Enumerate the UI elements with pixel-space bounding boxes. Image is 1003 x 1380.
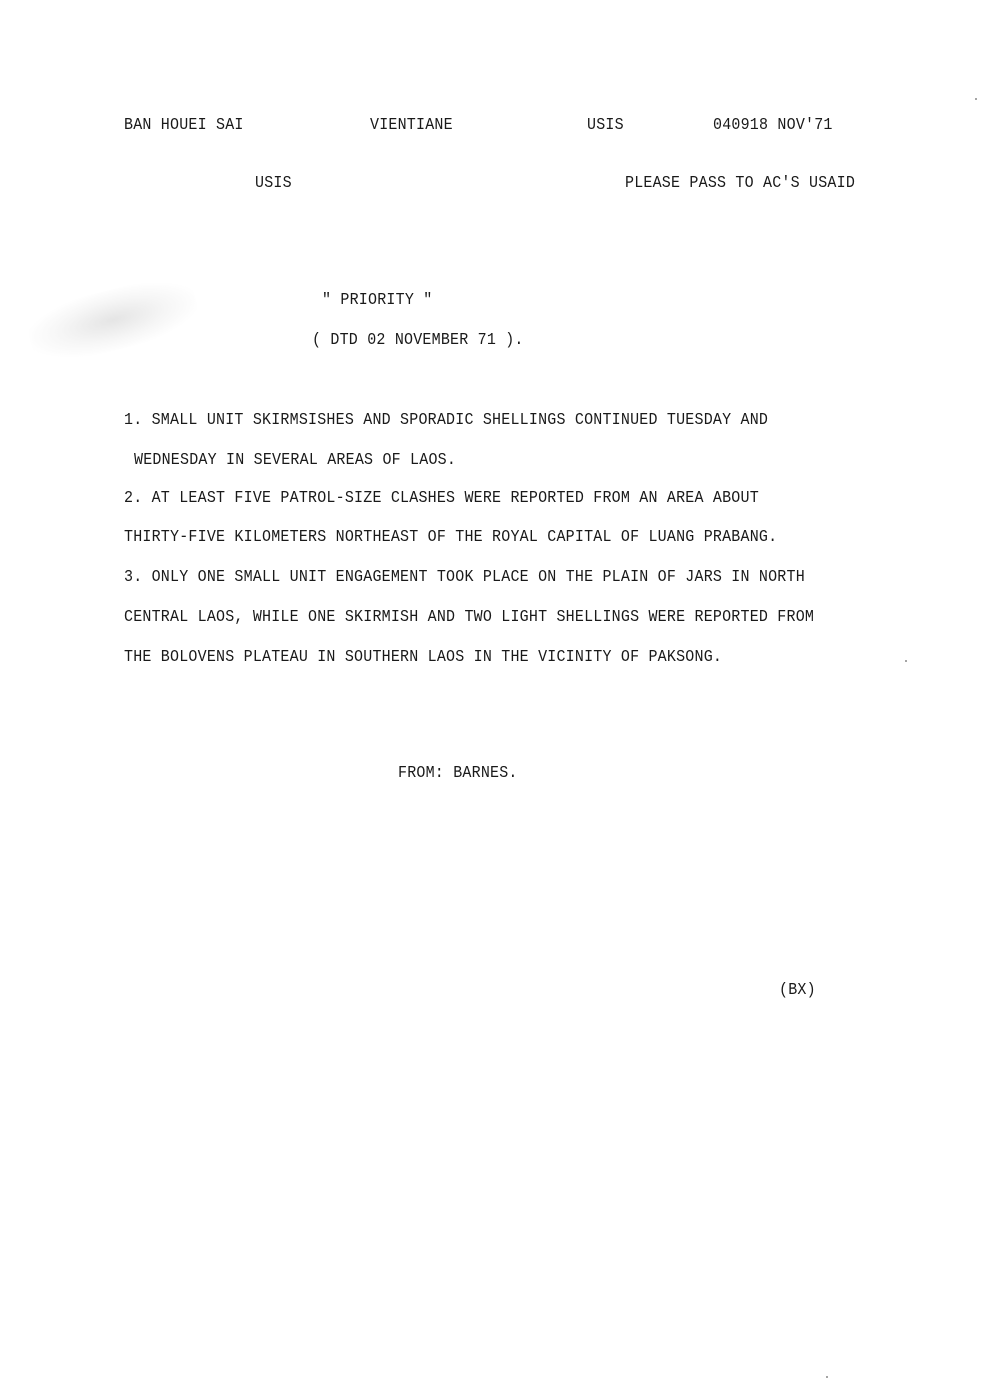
priority-label: " PRIORITY " xyxy=(322,291,433,310)
priority-dated: ( DTD 02 NOVEMBER 71 ). xyxy=(312,331,524,350)
header-agency: USIS xyxy=(587,116,624,135)
body-line: 2. AT LEAST FIVE PATROL-SIZE CLASHES WERE REPORTED FROM AN AREA ABOUT xyxy=(124,489,759,508)
body-line: THE BOLOVENS PLATEAU IN SOUTHERN LAOS IN THE VICINITY OF PAKSONG. xyxy=(124,648,723,667)
paper-speck xyxy=(975,98,977,100)
body-line: WEDNESDAY IN SEVERAL AREAS OF LAOS. xyxy=(134,451,457,470)
header-datetime: 040918 NOV'71 xyxy=(713,116,833,135)
body-line: 3. ONLY ONE SMALL UNIT ENGAGEMENT TOOK PLACE ON THE PLAIN OF JARS IN NORTH xyxy=(124,568,805,587)
signature-from: FROM: BARNES. xyxy=(398,764,518,783)
header-to: USIS xyxy=(255,174,292,193)
body-line: CENTRAL LAOS, WHILE ONE SKIRMISH AND TWO LIGHT SHELLINGS WERE REPORTED FROM xyxy=(124,608,815,627)
body-line: THIRTY-FIVE KILOMETERS NORTHEAST OF THE ROYAL CAPITAL OF LUANG PRABANG. xyxy=(124,528,778,547)
operator-initials: (BX) xyxy=(779,981,816,1000)
paper-speck xyxy=(826,1376,828,1378)
header-city: VIENTIANE xyxy=(370,116,453,135)
paper-speck xyxy=(905,660,907,662)
header-origin: BAN HOUEI SAI xyxy=(124,116,244,135)
body-line: 1. SMALL UNIT SKIRMSISHES AND SPORADIC SHELLINGS CONTINUED TUESDAY AND xyxy=(124,411,769,430)
header-routing: PLEASE PASS TO AC'S USAID xyxy=(625,174,856,193)
paper-smudge xyxy=(23,270,202,369)
